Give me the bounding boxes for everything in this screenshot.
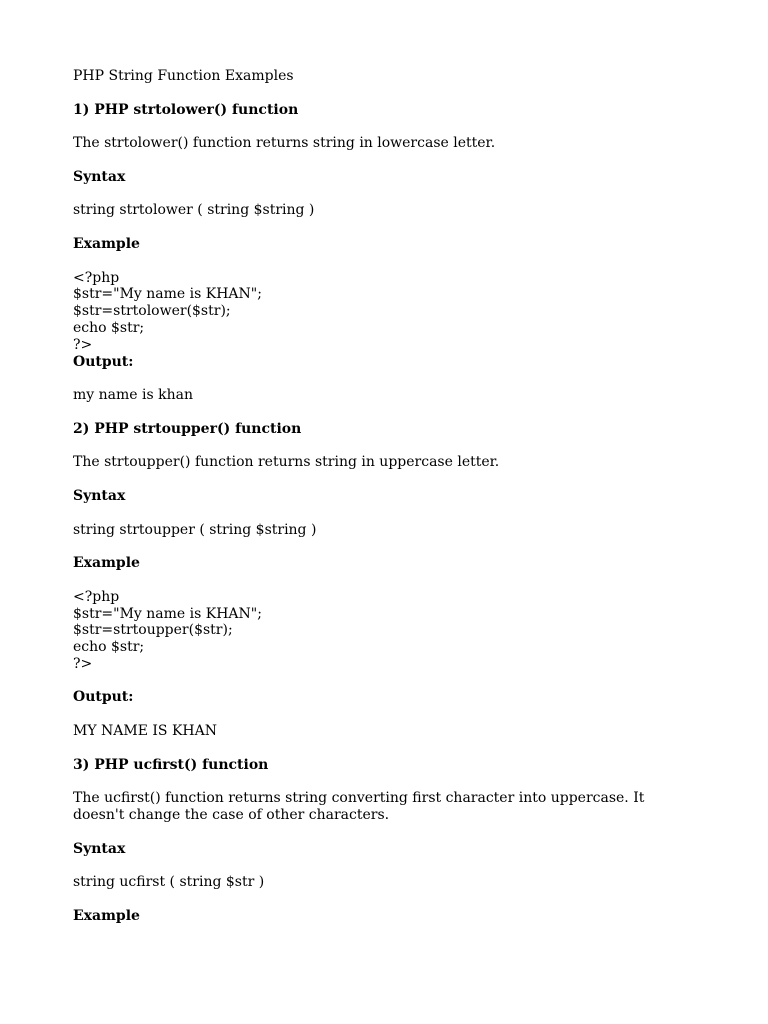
code-line: $str="My name is KHAN"; (73, 286, 262, 303)
syntax-text: string strtoupper ( string $string ) (73, 521, 317, 538)
code-line: ?> (73, 336, 93, 353)
example-label: Example (73, 235, 140, 252)
code-line: $str=strtoupper($str); (73, 622, 233, 639)
section-description: The strtolower() function returns string in lowercase letter. (73, 135, 496, 152)
output-label: Output: (73, 353, 134, 370)
section-heading: 3) PHP ucfirst() function (73, 756, 269, 773)
code-line: ?> (73, 655, 93, 672)
example-label: Example (73, 907, 140, 924)
code-block (73, 270, 693, 354)
code-line: <?php (73, 588, 120, 605)
output-text: MY NAME IS KHAN (73, 723, 217, 740)
section-description: The ucfirst() function returns string converting first character into uppercase. It doesn't change the case of other characters. (73, 790, 649, 824)
section-description: The strtoupper() function returns string in uppercase letter. (73, 454, 500, 471)
section-heading: 2) PHP strtoupper() function (73, 420, 302, 437)
syntax-label: Syntax (73, 840, 126, 857)
code-line: $str="My name is KHAN"; (73, 605, 262, 622)
code-block (73, 589, 693, 673)
code-line: <?php (73, 269, 120, 286)
syntax-label: Syntax (73, 487, 126, 504)
syntax-text: string ucfirst ( string $str ) (73, 874, 265, 891)
syntax-label: Syntax (73, 168, 126, 185)
section-heading: 1) PHP strtolower() function (73, 101, 299, 118)
output-text: my name is khan (73, 387, 193, 404)
example-label: Example (73, 555, 140, 572)
document-title: PHP String Function Examples (73, 68, 294, 84)
code-line: echo $str; (73, 639, 145, 656)
code-line: echo $str; (73, 319, 145, 336)
syntax-text: string strtolower ( string $string ) (73, 202, 315, 219)
document-page (73, 68, 693, 941)
output-label: Output: (73, 689, 134, 706)
code-line: $str=strtolower($str); (73, 303, 231, 320)
